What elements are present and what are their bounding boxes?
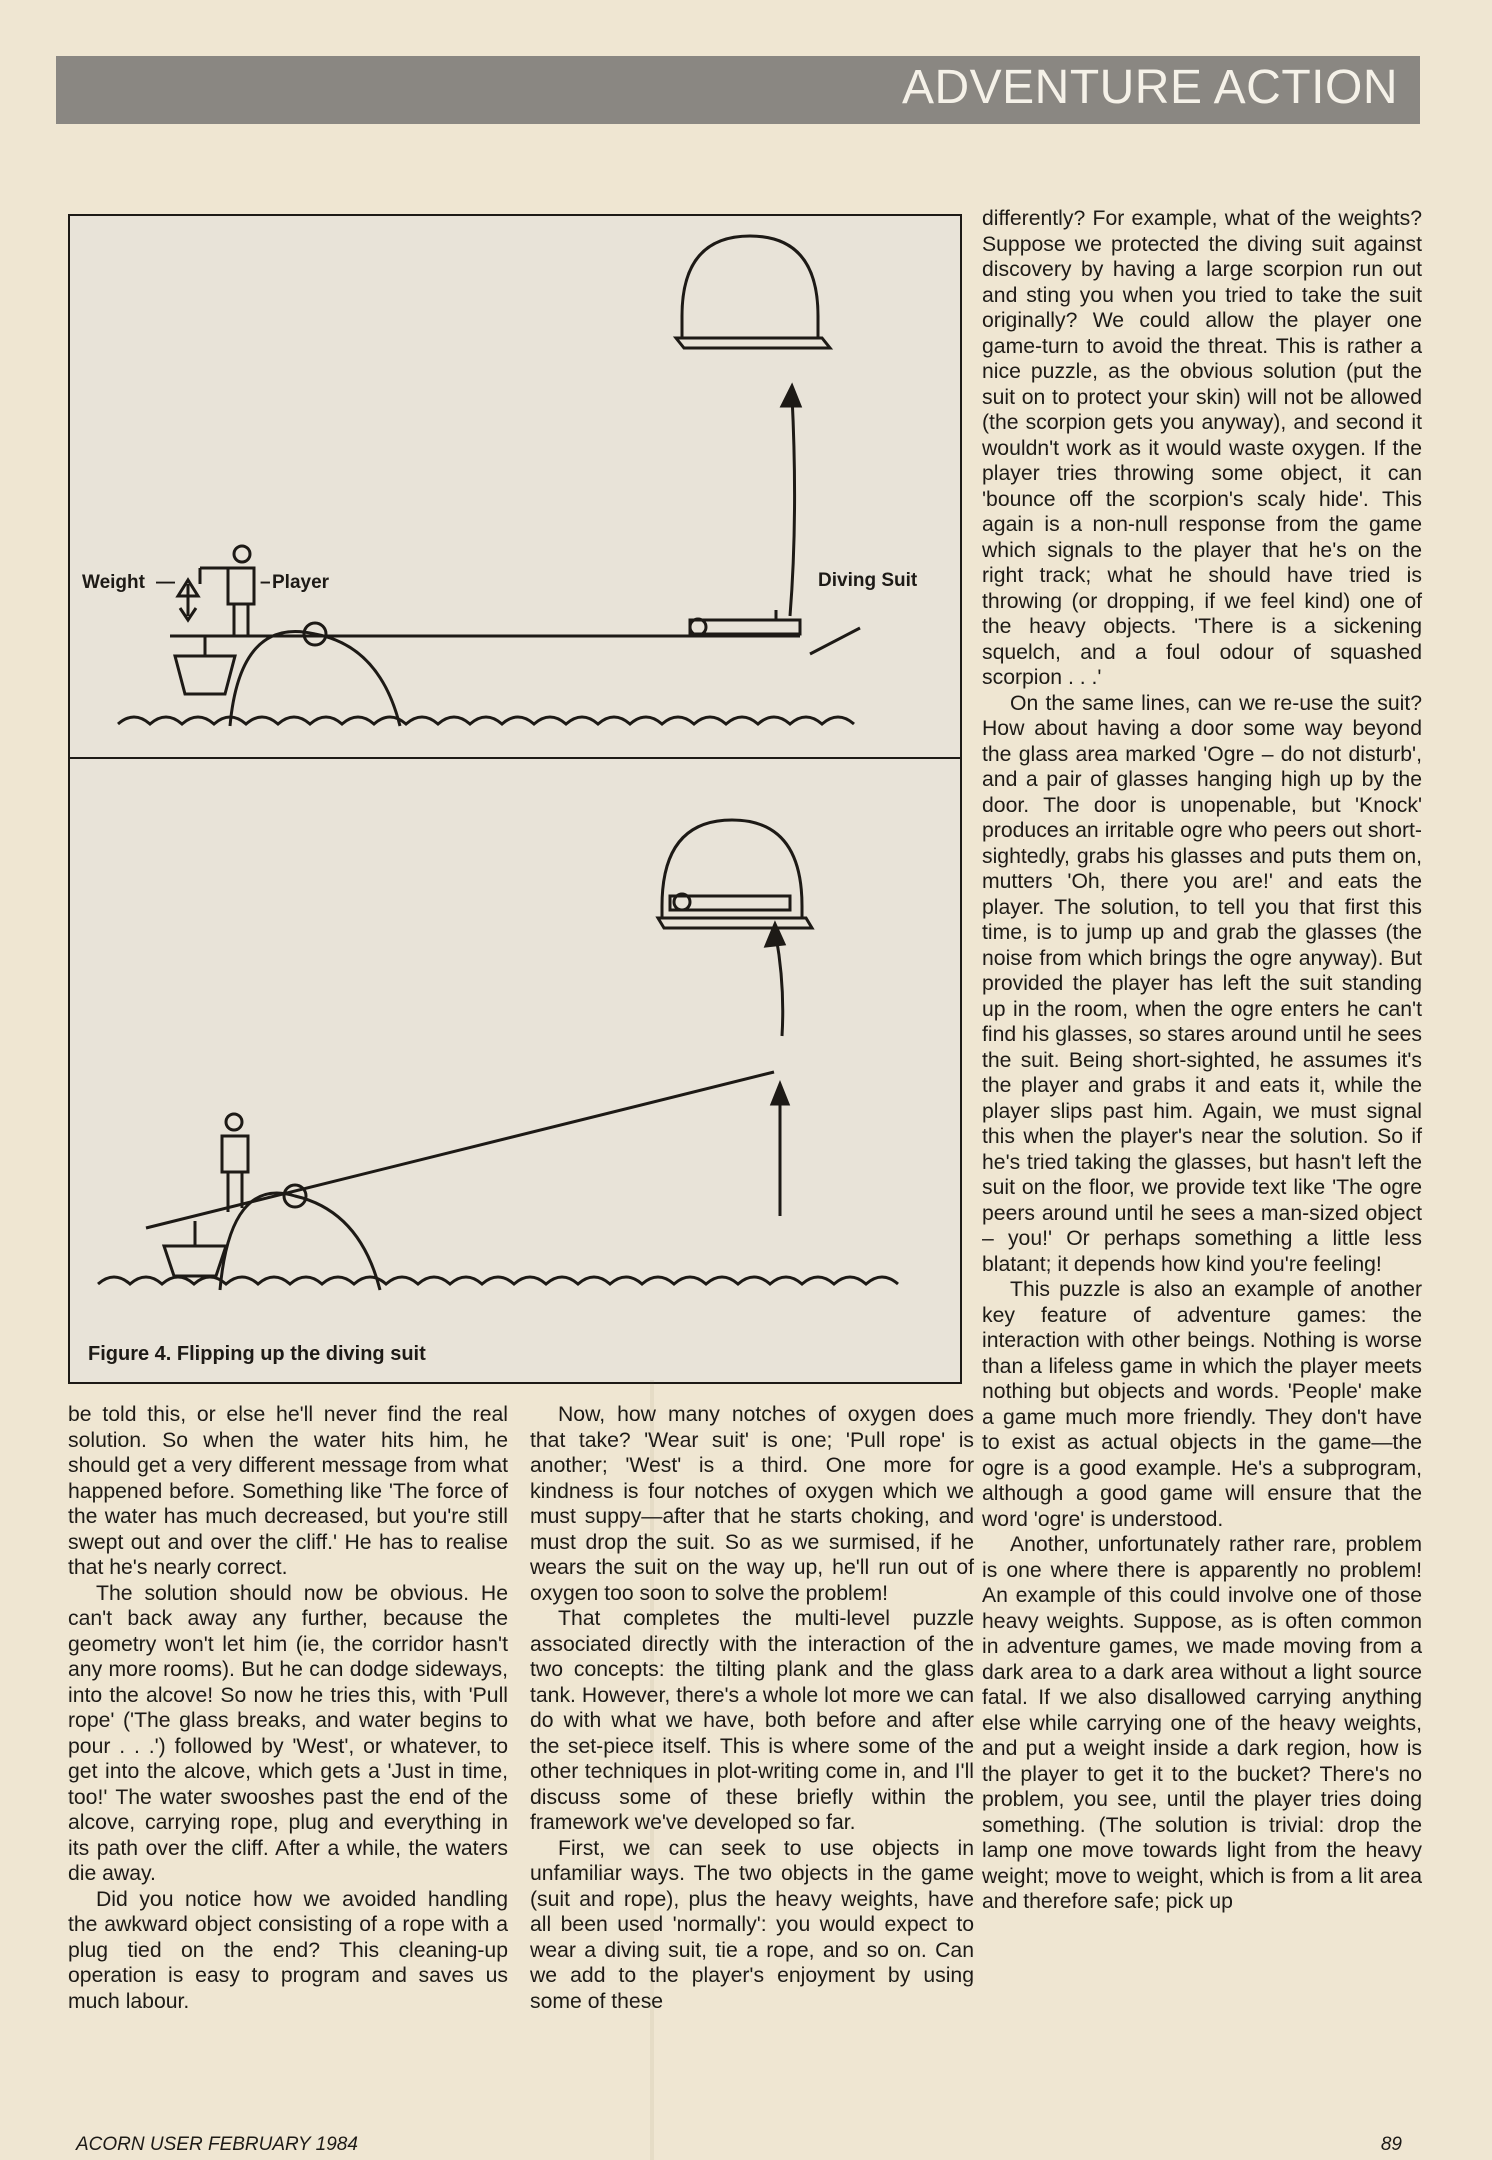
arrow-up-bottom-2 bbox=[776, 936, 783, 1036]
label-weight-dash: — bbox=[156, 572, 175, 593]
paragraph: This puzzle is also an example of another key feature of adventure games: the interaction with other beings. Nothing is worse than a lifeless game in which the player meets nothing but objects and words. 'People' make a game much more friendly. They don't have to exist as actual objects in the game—the ogre is a good example. He's a subprogram, although a good game will ensure that the word 'ogre' is understood. bbox=[982, 1278, 1422, 1531]
plank-bottom bbox=[146, 1072, 774, 1228]
paragraph: Did you notice how we avoided handling the awkward object consisting of a rope with a plug tied on the end? This cleaning-up operation is easy to program and saves us much labour. bbox=[68, 1887, 508, 2013]
player-body-top bbox=[228, 568, 254, 604]
player-body-bottom bbox=[222, 1136, 248, 1172]
header-bar bbox=[56, 56, 1420, 124]
text-column-1 bbox=[68, 1402, 508, 2014]
water-waves-top bbox=[118, 717, 854, 724]
label-weight: Weight bbox=[82, 572, 145, 593]
arrow-up-top bbox=[790, 396, 795, 616]
paragraph: On the same lines, can we re-use the suit? How about having a door some way beyond the glass area marked 'Ogre – do not disturb', and a pair of glasses hanging high up by the door. The door is unopenable, but 'Knock' produces an irritable ogre who peers out short-sightedly, grabs his glasses and puts them on, mutters 'Oh, there you are!' and eats the player. The solution, to tell you that first this time, is to jump up and grab the glasses (the noise from which brings the ogre anyway). But provided the player has left the suit standing up in the room, when the ogre enters he can't find his glasses, so stares around until he sees the suit. Being short-sighted, he assumes it's the player and grabs it and eats it, while the player slips past him. Again, we must signal this when the player's near the solution. So if he's tried taking the glasses, but hasn't left the suit on the floor, we provide text like 'The ogre peers around until he sees a man-sized object – you!' Or perhaps something a little less blatant; it depends how kind you're feeling! bbox=[982, 691, 1422, 1276]
label-diving-suit: Diving Suit bbox=[818, 570, 918, 591]
paragraph: Now, how many notches of oxygen does that take? 'Wear suit' is one; 'Pull rope' is another; 'West' is a third. One more for kindness is four notches of oxygen which we must suppy—after that he starts choking, and must drop the suit. So as we surmised, if he wears the suit on the way up, he'll run out of oxygen too soon to solve the problem! bbox=[530, 1403, 974, 1605]
footer-publication: ACORN USER FEBRUARY 1984 bbox=[76, 2134, 358, 2155]
label-player-dash: – bbox=[260, 572, 271, 593]
bucket-top bbox=[175, 656, 235, 694]
fulcrum-hill-bottom bbox=[220, 1193, 380, 1290]
paragraph: differently? For example, what of the weights? Suppose we protected the diving suit against discovery by having a large scorpion run out and sting you when you tried to take the suit originally? We could allow the player one game-turn to avoid the threat. This is rather a nice puzzle, as the obvious solution (put the suit on to protect your skin) will not be allowed (the scorpion gets you anyway), and second it wouldn't work as it would waste oxygen. If the player tries throwing some object, it can 'bounce off the scorpion's scaly hide'. This again is a non-null response from the game which signals to the player that he's on the right track; what he should have tried is throwing (or dropping, if we feel kind) one of the heavy objects. 'There is a sickening squelch, and a foul odour of squashed scorpion . . .' bbox=[982, 207, 1422, 689]
paragraph: First, we can seek to use objects in unfamiliar ways. The two objects in the game (suit and rope), plus the heavy weights, have all been used 'normally': you would expect to wear a diving suit, tie a rope, and so on. Can we add to the player's enjoyment by using some of these bbox=[530, 1836, 974, 2013]
bucket-bottom bbox=[164, 1246, 226, 1276]
paragraph: The solution should now be obvious. He can't back away any further, because the geometry won't let him (ie, the corridor hasn't any more rooms). But he can dodge sideways, into the alcove! So now he tries this, with 'Pull rope' ('The glass breaks, and water begins to pour . . .') followed by 'West', or whatever, to get into the alcove, which gets a 'Just in time, too!' The water swooshes past the end of the alcove, carrying rope, plug and everything in its path over the cliff. After a while, the waters die away. bbox=[68, 1581, 508, 1885]
figure-diagram bbox=[70, 216, 960, 1382]
label-player: Player bbox=[272, 572, 330, 593]
text-column-3 bbox=[982, 206, 1422, 1915]
glass-tank-bottom bbox=[662, 820, 802, 918]
page-number: 89 bbox=[1380, 2134, 1402, 2155]
panel-bottom bbox=[98, 820, 898, 1290]
player-head-top bbox=[234, 546, 250, 562]
glass-tank-top bbox=[682, 236, 818, 338]
paragraph: be told this, or else he'll never find the real solution. So when the water hits him, he should get a very different message from what happened before. Something like 'The force of the water has much decreased, but you're still swept out and over the cliff.' He has to realise that he's nearly correct. bbox=[68, 1403, 508, 1579]
panel-top bbox=[70, 216, 860, 726]
water-waves-bottom bbox=[98, 1277, 898, 1284]
player-head-bottom bbox=[226, 1114, 242, 1130]
text-column-2 bbox=[530, 1402, 974, 2014]
paragraph: Another, unfortunately rather rare, problem is one where there is apparently no problem! An example of this could involve one of those heavy weights. Suppose, as is often common in adventure games, we made moving from a dark area to a dark area without a light source fatal. If we also disallowed carrying anything else while carrying one of the heavy weights, and put a weight inside a dark region, how is the player to get it to the bucket? There's no problem, you see, until the player tries doing something. (The solution is trivial: drop the lamp one move towards light from the heavy weight; move to weight, which is from a lit area and therefore safe; pick up bbox=[982, 1533, 1422, 1913]
figure-caption: Figure 4. Flipping up the diving suit bbox=[88, 1343, 426, 1365]
paragraph: That completes the multi-level puzzle associated directly with the interaction of the two concepts: the tilting plank and the glass tank. However, there's a whole lot more we can do with what we have, both before and after the set-piece itself. This is where some of the other techniques in plot-writing come in, and I'll discuss some of these briefly within the framework we've developed so far. bbox=[530, 1607, 974, 1834]
figure-diving-suit bbox=[68, 214, 962, 1384]
section-title: ADVENTURE ACTION bbox=[901, 61, 1398, 114]
